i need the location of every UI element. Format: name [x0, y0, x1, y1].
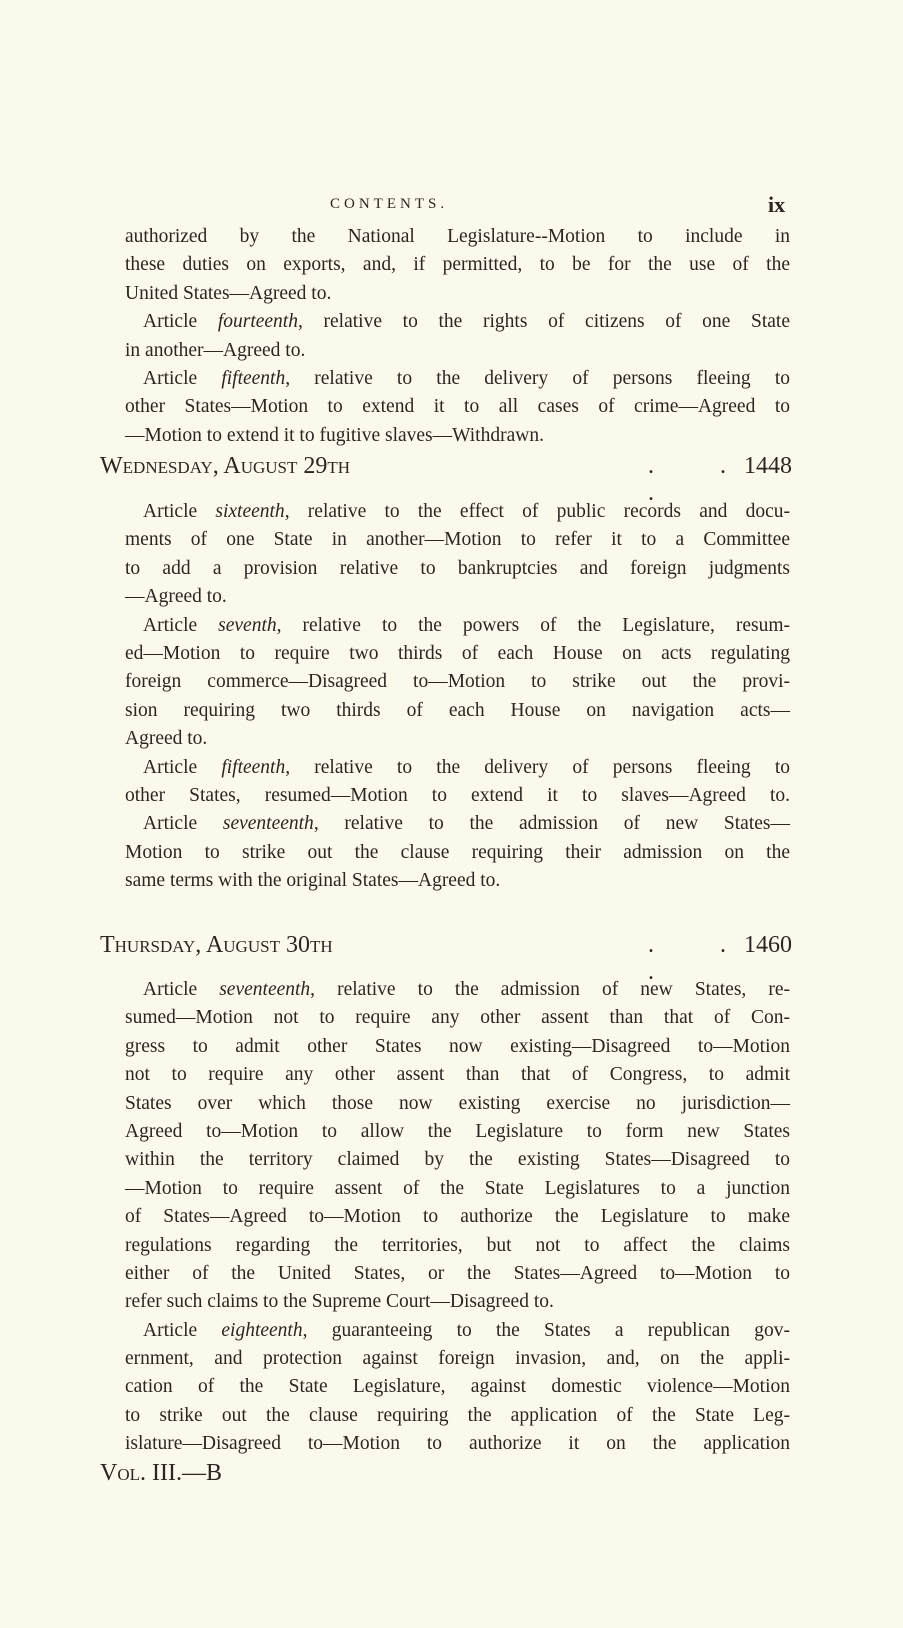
text-segment: Article — [143, 1319, 222, 1341]
article-ordinal: eighteenth — [221, 1319, 303, 1341]
contents-entry-aug-30 — [125, 976, 790, 1459]
text-line: not to require any other assent than that of Congress, to admit — [125, 1064, 790, 1086]
text-line: Agreed to—Motion to allow the Legislature to form new States — [125, 1120, 790, 1142]
text-line: ments of one State in another—Motion to refer it to a Committee — [125, 529, 790, 551]
text-segment: , relative to the effect of public records and docu- — [284, 501, 790, 522]
page-number: ix — [768, 192, 786, 217]
text-line — [125, 810, 790, 838]
heading-date: Thursday, August 30th — [100, 932, 333, 958]
text-line: in another—Agreed to. — [125, 339, 306, 361]
text-line — [125, 976, 790, 1004]
text-line: either of the United States, or the States—Agreed to—Motion to — [125, 1262, 790, 1284]
text-line: foreign commerce—Disagreed to—Motion to strike out the provi- — [125, 671, 790, 693]
text-segment: Article — [143, 979, 220, 1000]
date-heading — [100, 453, 792, 506]
contents-entry-continued — [125, 223, 790, 450]
text-segment: , relative to the delivery of persons fleeing to — [285, 367, 791, 389]
text-line: ernment, and protection against foreign invasion, and, on the appli- — [125, 1348, 790, 1370]
text-line: these duties on exports, and, if permitted, to be for the use of the — [125, 254, 790, 276]
signature-mark — [100, 1460, 222, 1487]
text-line: ed—Motion to require two thirds of each House on acts regulating — [125, 642, 790, 664]
text-segment: Article — [143, 813, 223, 835]
text-line: sumed—Motion not to require any other assent than that of Con- — [125, 1007, 790, 1029]
text-segment: , relative to the admission of new States— — [313, 813, 790, 835]
text-segment: , guaranteeing to the States a republican gov- — [302, 1319, 791, 1341]
date-heading — [100, 932, 792, 985]
text-line: other States—Motion to extend it to all cases of crime—Agreed to — [125, 396, 790, 418]
text-line: gress to admit other States now existing—Disagreed to—Motion — [125, 1035, 790, 1057]
text-line: —Agreed to. — [125, 586, 227, 608]
article-ordinal: seventeenth — [219, 979, 311, 1000]
heading-page-ref: 1448 — [744, 453, 792, 479]
text-segment: Article — [143, 756, 222, 778]
text-line: regulations regarding the territories, but not to affect the claims — [125, 1234, 790, 1256]
contents-entry-aug-29 — [125, 498, 790, 895]
article-ordinal: seventeenth — [222, 813, 314, 835]
running-title: CONTENTS. — [330, 196, 449, 212]
text-line: to add a provision relative to bankruptcies and foreign judgments — [125, 557, 790, 579]
text-line — [125, 1317, 790, 1345]
heading-date: Wednesday, August 29th — [100, 453, 351, 479]
text-line: —Motion to extend it to fugitive slaves—Withdrawn. — [125, 424, 544, 446]
leader-dots: . . . — [648, 932, 756, 985]
text-line — [125, 365, 790, 393]
text-line: —Motion to require assent of the State Legislatures to a junction — [125, 1177, 790, 1199]
text-segment: , relative to the powers of the Legislature, resum- — [276, 614, 791, 636]
text-line: other States, resumed—Motion to extend it to slaves—Agreed to. — [125, 784, 790, 806]
text-line: sion requiring two thirds of each House on navigation acts— — [125, 699, 790, 721]
text-line: cation of the State Legislature, against domestic violence—Motion — [125, 1376, 790, 1398]
text-segment: Article — [143, 614, 219, 636]
signature-text: Vol. III.—B — [100, 1460, 222, 1486]
text-line: Motion to strike out the clause requiring their admission on the — [125, 841, 790, 863]
article-ordinal: fifteenth — [221, 756, 286, 778]
text-line — [125, 754, 790, 782]
text-line — [125, 612, 790, 640]
text-line: islature—Disagreed to—Motion to authorize it on the application — [125, 1433, 790, 1455]
text-segment: Article — [143, 367, 222, 389]
text-line — [125, 498, 790, 526]
leader-dots: . . . — [648, 453, 756, 506]
text-line: same terms with the original States—Agreed to. — [125, 870, 501, 892]
text-line: refer such claims to the Supreme Court—Disagreed to. — [125, 1291, 554, 1313]
article-ordinal: fifteenth — [221, 367, 286, 389]
article-ordinal: sixteenth — [215, 501, 285, 522]
text-line: within the territory claimed by the existing States—Disagreed to — [125, 1149, 790, 1171]
text-line: United States—Agreed to. — [125, 282, 332, 304]
text-line: Agreed to. — [125, 728, 208, 750]
text-segment: , relative to the admission of new States, re- — [310, 979, 790, 1000]
article-ordinal: fourteenth — [217, 311, 298, 333]
text-line: to strike out the clause requiring the application of the State Leg- — [125, 1404, 790, 1426]
text-segment: , relative to the delivery of persons fleeing to — [285, 756, 791, 778]
article-ordinal: seventh — [218, 614, 277, 636]
text-line — [125, 308, 790, 336]
text-segment: Article — [143, 501, 216, 522]
text-line: authorized by the National Legislature--Motion to include in — [125, 226, 790, 247]
running-head — [0, 192, 903, 222]
heading-page-ref: 1460 — [744, 932, 792, 958]
text-line: of States—Agreed to—Motion to authorize the Legislature to make — [125, 1206, 790, 1228]
text-segment: Article — [143, 311, 218, 333]
text-segment: , relative to the rights of citizens of one State — [297, 311, 791, 333]
text-line: States over which those now existing exercise no jurisdiction— — [125, 1092, 790, 1114]
